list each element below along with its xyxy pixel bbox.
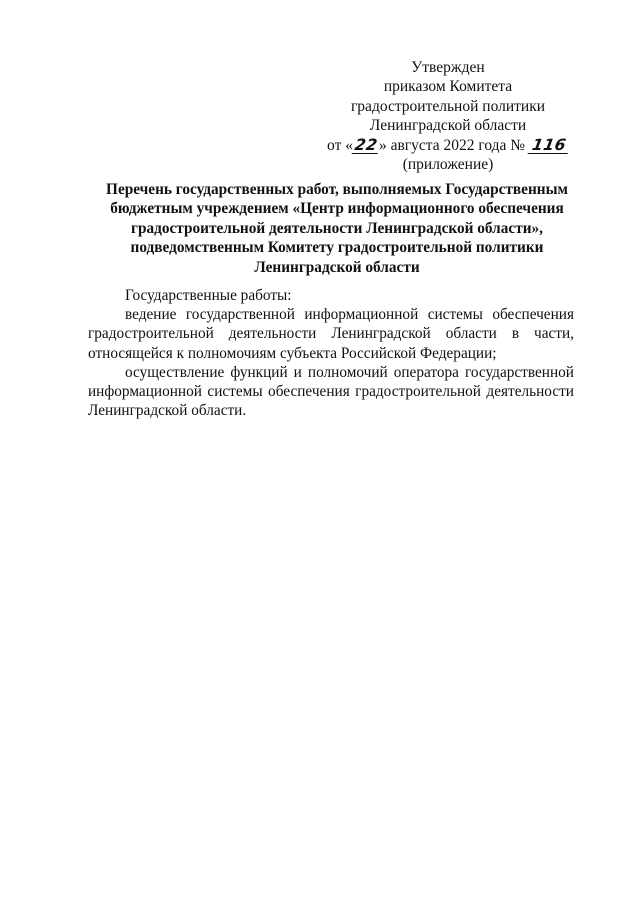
body-intro: Государственные работы:: [125, 287, 292, 304]
approval-approved: Утвержден: [411, 59, 485, 76]
document-title: Перечень государственных работ, выполняемых Государственным бюджетным учреждением «Центр информационного обеспечения градостроительной деятельности Ленинградской области», подведомственным Комитету градостроительной политики Ленинградской области: [106, 181, 568, 276]
handwritten-day: 22: [353, 135, 380, 154]
document-body: [88, 286, 574, 420]
approval-order-of-committee: приказом Комитета: [383, 78, 513, 96]
approval-appendix: (приложение): [402, 156, 494, 174]
body-item-2: осуществление функций и полномочий оператора государственной информационной системы обеспечения градостроительной деятельности Ленинградской области.: [88, 363, 574, 420]
body-item-1: ведение государственной информационной системы обеспечения градостроительной деятельности Ленинградской области в части, относящейся к полномочиям субъекта Российской Федерации;: [88, 306, 574, 362]
date-middle: » августа 2022 года №: [378, 136, 526, 154]
approval-date-line: [318, 136, 578, 155]
date-prefix: от «: [327, 136, 353, 154]
approval-committee-name: градостроительной политики: [350, 97, 546, 115]
approval-region: Ленинградской области: [369, 117, 527, 135]
handwritten-order-number: 116: [528, 138, 571, 154]
approval-block: [318, 58, 578, 174]
